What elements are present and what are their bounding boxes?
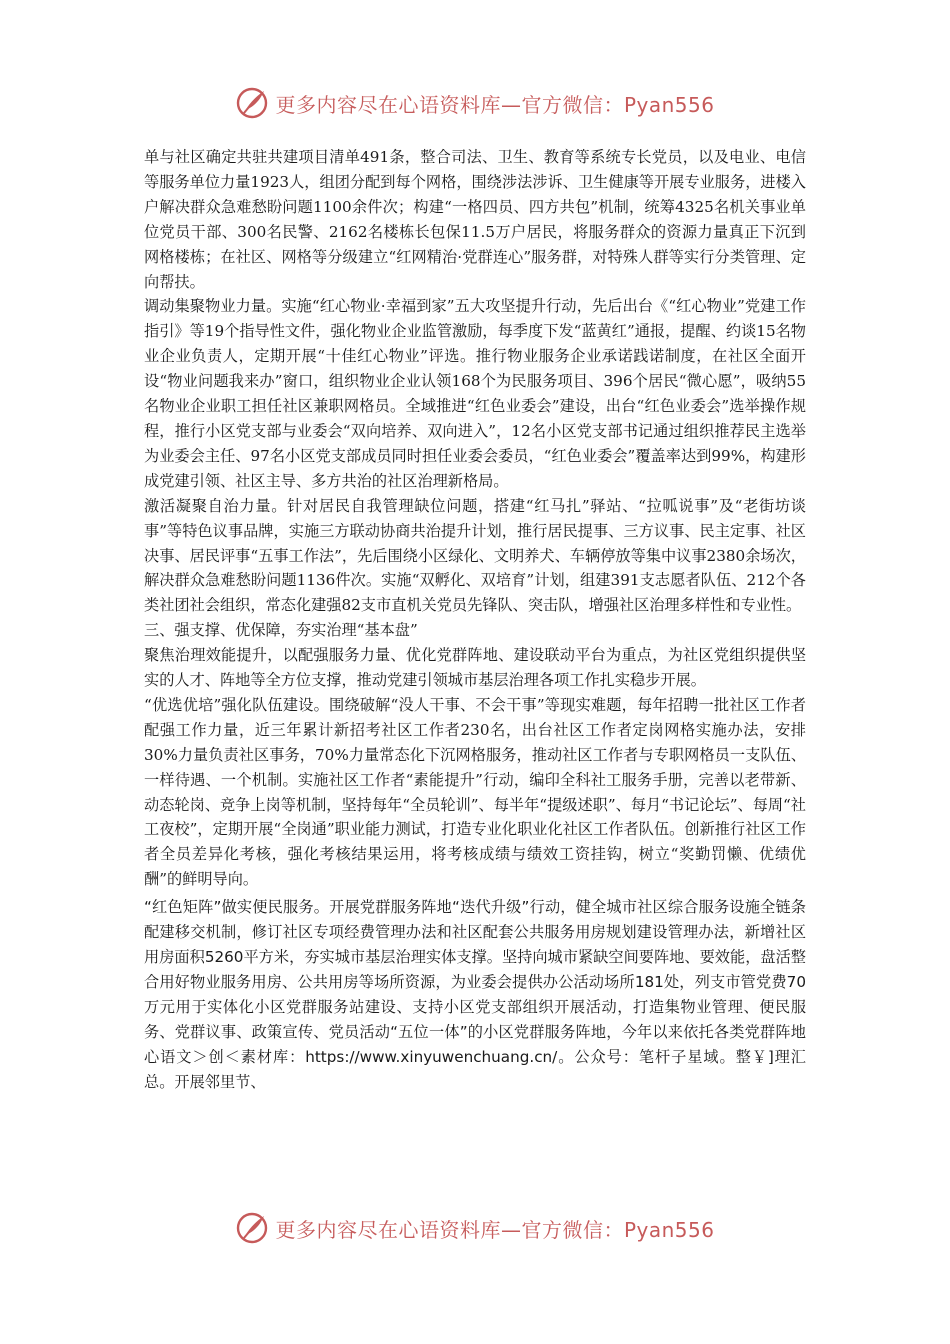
paragraph-section-intro: 聚焦治理效能提升，以配强服务力量、优化党群阵地、建设联动平台为重点，为社区党组织提供坚实的人才、阵地等全方位支撑，推动党建引领城市基层治理各项工作扎实稳步开展。 [144, 646, 806, 690]
footer-watermark-text: 更多内容尽在心语资料库—官方微信：Pyan556 [275, 1217, 715, 1242]
document-body [144, 145, 806, 1094]
paragraph-1: 单与社区确定共驻共建项目清单491条，整合司法、卫生、教育等系统专长党员，以及电业、电信等服务单位力量1923人，组团分配到每个网格，围绕涉法涉诉、卫生健康等开展专业服务，进楼入户解决群众急难愁盼问题1100余件次；构建“一格四员、四方共包”机制，统筹4325名机关事业单位党员干部、300名民警、2162名楼栋长包保11.5万户居民，将服务群众的资源力量真正下沉到网格楼栋；在社区、网格等分级建立“红网精治·党群连心”服务群，对特殊人群等实行分类管理、定向帮扶。 [144, 148, 806, 291]
section-heading-3: 三、强支撑、优保障，夯实治理“基本盘” [144, 621, 418, 640]
paragraph-team-building: “优选优培”强化队伍建设。围绕破解“没人干事、不会干事”等现实难题，每年招聘一批社区工作者配强工作力量，近三年累计新招考社区工作者230名，出台社区工作者定岗网格实施办法，安排30%力量负责社区事务，70%力量常态化下沉网格服务，推动社区工作者与专职网格员一支队伍、一样待遇、一个机制。实施社区工作者“素能提升”行动，编印全科社工服务手册，完善以老带新、动态轮岗、竞争上岗等机制，坚持每年“全员轮训”、每半年“提级述职”、每月“书记论坛”、每周“社工夜校”，定期开展“全岗通”职业能力测试，打造专业化职业化社区工作者队伍。创新推行社区工作者全员差异化考核，强化考核结果运用，将考核成绩与绩效工资挂钩，树立“奖勤罚懒、优绩优酬”的鲜明导向。 [144, 695, 806, 889]
quill-logo-icon [235, 86, 269, 120]
paragraph-self-governance: 激活凝聚自治力量。针对居民自我管理缺位问题，搭建“红马扎”驿站、“拉呱说事”及“老街坊谈事”等特色议事品牌，实施三方联动协商共治提升计划，推行居民提事、三方议事、民主定事、社区决事、居民评事“五事工作法”，先后围绕小区绿化、文明养犬、车辆停放等集中议事2380余场次，解决群众急难愁盼问题1136件次。实施“双孵化、双培育”计划，组建391支志愿者队伍、212个各类社团社会组织，常态化建强82支市直机关党员先锋队、突击队，增强社区治理多样性和专业性。 [144, 496, 806, 615]
header-watermark-banner [0, 83, 950, 123]
quill-logo-icon [235, 1211, 269, 1245]
header-watermark-text: 更多内容尽在心语资料库—官方微信：Pyan556 [275, 92, 715, 117]
paragraph-red-matrix: “红色矩阵”做实便民服务。开展党群服务阵地“迭代升级”行动，健全城市社区综合服务设施全链条配建移交机制，修订社区专项经费管理办法和社区配套公共服务用房规划建设管理办法，新增社区用房面积5260平方米，夯实城市基层治理实体支撑。坚持向城市紧缺空间要阵地、要效能，盘活整合用好物业服务用房、公共用房等场所资源，为业委会提供办公活动场所181处，列支市管党费70万元用于实体化小区党群服务站建设、支持小区党支部组织开展活动，打造集物业管理、便民服务、党群议事、政策宣传、党员活动“五位一体”的小区党群服务阵地，今年以来依托各类党群阵地心语文＞创＜素材库：https://www.xinyuwenchuang.cn/。公众号：笔杆子星域。整￥]理汇总。开展邻里节、 [144, 898, 806, 1091]
paragraph-property-force: 调动集聚物业力量。实施“红心物业·幸福到家”五大攻坚提升行动，先后出台《“红心物业”党建工作指引》等19个指导性文件，强化物业企业监管激励，每季度下发“蓝黄红”通报，提醒、约谈15名物业企业负责人，定期开展“十佳红心物业”评选。推行物业服务企业承诺践诺制度，在社区全面开设“物业问题我来办”窗口，组织物业企业认领168个为民服务项目、396个居民“微心愿”，吸纳55名物业企业职工担任社区兼职网格员。全域推进“红色业委会”建设，出台“红色业委会”选举操作规程，推行小区党支部与业委会“双向培养、双向进入”，12名小区党支部书记通过组织推荐民主选举为业委会主任、97名小区党支部成员同时担任业委会委员，“红色业委会”覆盖率达到99%，构建形成党建引领、社区主导、多方共治的社区治理新格局。 [144, 297, 806, 490]
footer-watermark-banner [0, 1208, 950, 1248]
